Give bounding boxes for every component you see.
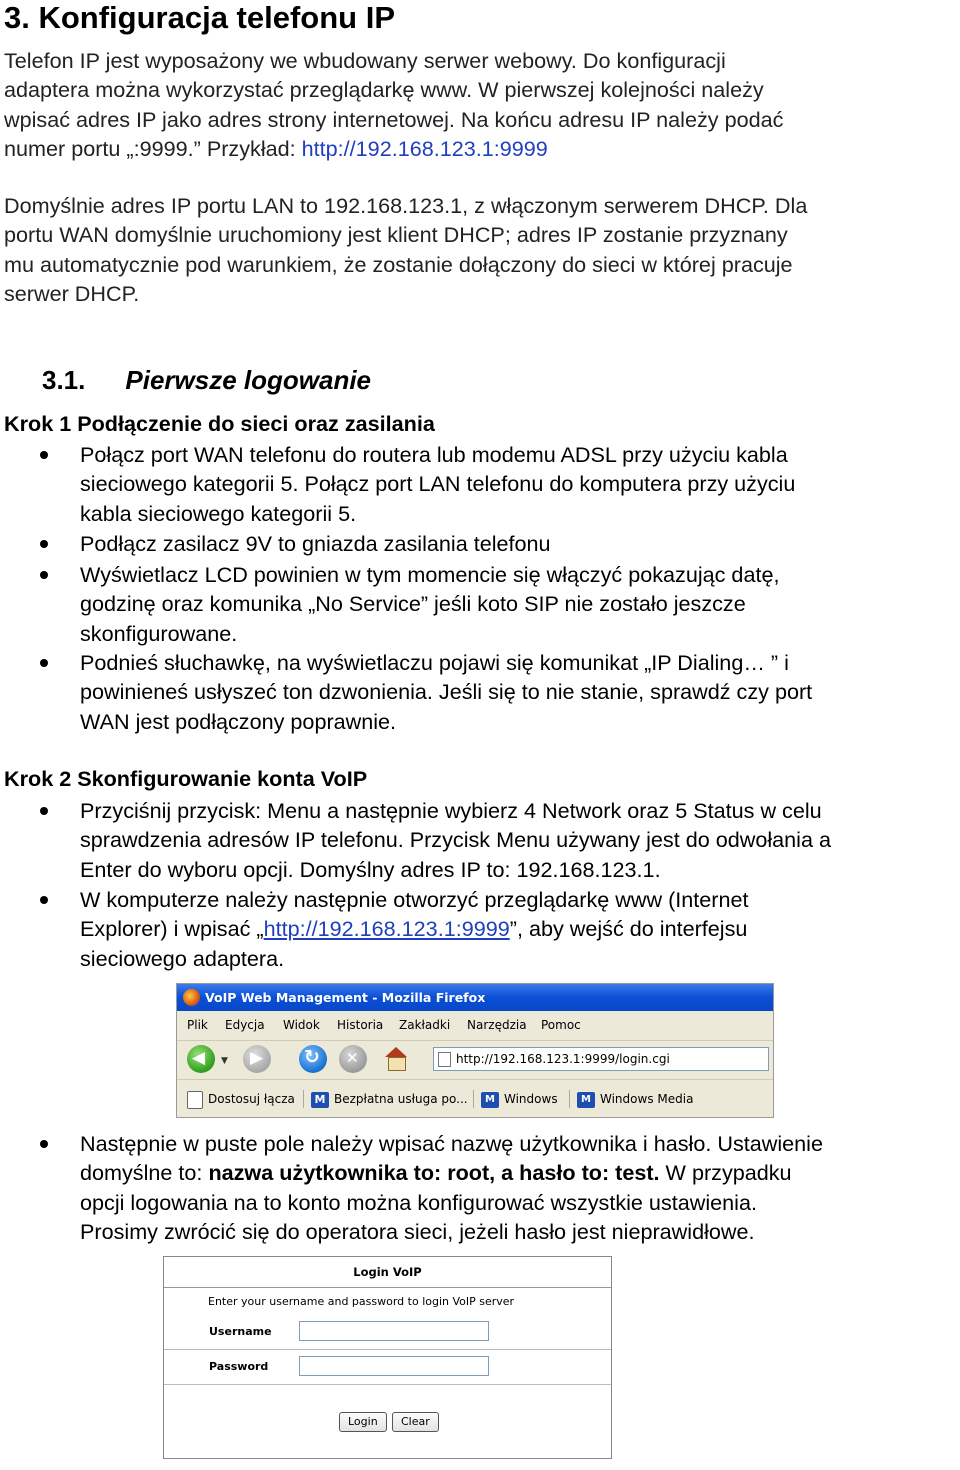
bookmarks-bar xyxy=(177,1079,773,1118)
menu-item-zakladki[interactable]: Zakładki xyxy=(399,1018,451,1032)
list-text: domyślne to: xyxy=(80,1160,209,1186)
list-line: Podłącz zasilacz 9V to gniazda zasilania telefonu xyxy=(80,531,551,556)
url-bar[interactable] xyxy=(433,1047,769,1071)
separator xyxy=(303,1090,304,1108)
browser-titlebar xyxy=(177,984,773,1011)
list-item xyxy=(80,529,551,558)
clear-button[interactable]: Clear xyxy=(392,1412,439,1432)
list-line xyxy=(80,1158,823,1187)
browser-screenshot xyxy=(176,983,774,1118)
list-item xyxy=(80,796,831,884)
bookmark-customize[interactable]: Dostosuj łącza xyxy=(187,1080,295,1118)
menu-item-plik[interactable]: Plik xyxy=(187,1018,208,1032)
login-screenshot xyxy=(163,1256,612,1459)
list-line: kabla sieciowego kategorii 5. xyxy=(80,500,357,526)
browser-navbar xyxy=(177,1040,773,1079)
msn-icon: M xyxy=(311,1092,329,1108)
list-item xyxy=(80,560,779,648)
browser-title: VoIP Web Management - Mozilla Firefox xyxy=(205,990,486,1005)
list-text: Explorer) i wpisać „ xyxy=(80,916,264,942)
bookmark-free-service[interactable]: M Bezpłatna usługa po... xyxy=(311,1080,468,1118)
stop-icon[interactable] xyxy=(339,1045,367,1073)
login-title: Login VoIP xyxy=(164,1257,611,1288)
example-url-link[interactable]: http://192.168.123.1:9999 xyxy=(301,135,548,161)
separator xyxy=(473,1090,474,1108)
para-line: serwer DHCP. xyxy=(4,280,140,306)
intro-line: Telefon IP jest wyposażony we wbudowany serwer webowy. Do konfiguracji xyxy=(4,48,726,73)
page-icon xyxy=(438,1052,451,1067)
password-row xyxy=(164,1350,611,1385)
username-field[interactable] xyxy=(299,1321,489,1341)
step1-heading: Krok 1 Podłączenie do sieci oraz zasilania xyxy=(4,411,435,436)
list-item xyxy=(80,440,795,528)
intro-line: adaptera można wykorzystać przeglądarkę www. W pierwszej kolejności należy xyxy=(4,77,764,103)
list-line: powinieneś usłyszeć ton dzwonienia. Jeśli się to nie stanie, sprawdź czy port xyxy=(80,679,813,705)
password-field[interactable] xyxy=(299,1356,489,1376)
list-text: ”, aby wejść do interfejsu xyxy=(509,916,748,942)
msn-icon: M xyxy=(481,1092,499,1108)
bookmark-windows[interactable]: M Windows xyxy=(481,1080,558,1118)
list-line: W komputerze należy następnie otworzyć przeglądarkę www (Internet xyxy=(80,887,749,912)
login-button[interactable]: Login xyxy=(339,1412,387,1432)
firefox-icon xyxy=(183,989,200,1006)
page-heading: 3. Konfiguracja telefonu IP xyxy=(4,0,395,35)
browser-menubar xyxy=(177,1012,773,1038)
list-line: godzinę oraz komunika „No Service” jeśli koto SIP nie zostało jeszcze xyxy=(80,591,746,617)
list-line: Następnie w puste pole należy wpisać nazwę użytkownika i hasło. Ustawienie xyxy=(80,1131,823,1156)
list-line: Połącz port WAN telefonu do routera lub modemu ADSL przy użyciu kabla xyxy=(80,442,788,467)
list-line: sieciowego kategorii 5. Połącz port LAN telefonu do komputera przy użyciu xyxy=(80,471,796,497)
separator xyxy=(569,1090,570,1108)
list-item xyxy=(80,648,812,736)
list-line: Prosimy zwrócić się do operatora sieci, jeżeli hasło jest nieprawidłowe. xyxy=(80,1218,755,1244)
list-text: W przypadku xyxy=(659,1160,792,1186)
list-line: opcji logowania na to konto można konfigurować wszystkie ustawienia. xyxy=(80,1189,757,1215)
menu-item-historia[interactable]: Historia xyxy=(337,1018,384,1032)
reload-icon[interactable] xyxy=(299,1045,327,1073)
forward-icon[interactable] xyxy=(243,1045,271,1073)
menu-item-widok[interactable]: Widok xyxy=(283,1018,320,1032)
para-line: Domyślnie adres IP portu LAN to 192.168.123.1, z włączonym serwerem DHCP. Dla xyxy=(4,193,808,218)
list-item xyxy=(80,885,749,973)
section-title: Pierwsze logowanie xyxy=(125,365,372,395)
list-line: Enter do wyboru opcji. Domyślny adres IP to: 192.168.123.1. xyxy=(80,856,661,882)
menu-item-narzedzia[interactable]: Narzędzia xyxy=(467,1018,527,1032)
intro-line xyxy=(4,134,783,163)
login-message: Enter your username and password to login VoIP server xyxy=(208,1295,515,1308)
section-heading xyxy=(42,363,371,397)
msn-icon: M xyxy=(577,1092,595,1108)
password-label: Password xyxy=(209,1360,269,1373)
list-line: Podnieś słuchawkę, na wyświetlaczu pojawi się komunikat „IP Dialing… ” i xyxy=(80,650,789,675)
para-line: portu WAN domyślnie uruchomiony jest klient DHCP; adres IP zostanie przyznany xyxy=(4,222,788,248)
list-line: skonfigurowane. xyxy=(80,620,238,646)
bookmark-windows-media[interactable]: M Windows Media xyxy=(577,1080,693,1118)
list-line xyxy=(80,914,749,943)
list-line: Przyciśnij przycisk: Menu a następnie wybierz 4 Network oraz 5 Status w celu xyxy=(80,798,822,823)
para-line: mu automatycznie pod warunkiem, że zostanie dołączony do sieci w której pracuje xyxy=(4,251,793,277)
list-item xyxy=(80,1129,823,1246)
list-line: Wyświetlacz LCD powinien w tym momencie się włączyć pokazując datę, xyxy=(80,562,780,587)
intro-line: wpisać adres IP jako adres strony internetowej. Na końcu adresu IP należy podać xyxy=(4,106,784,132)
list-line: sieciowego adaptera. xyxy=(80,945,285,971)
url-text: http://192.168.123.1:9999/login.cgi xyxy=(456,1052,670,1066)
back-icon[interactable] xyxy=(187,1045,215,1073)
intro-paragraph xyxy=(4,46,783,163)
default-ip-paragraph xyxy=(4,191,807,308)
adapter-url-link[interactable]: http://192.168.123.1:9999 xyxy=(263,916,510,942)
home-icon[interactable] xyxy=(383,1047,409,1071)
section-number: 3.1. xyxy=(42,365,86,395)
list-line: WAN jest podłączony poprawnie. xyxy=(80,708,397,734)
list-line: sprawdzenia adresów IP telefonu. Przycisk Menu używany jest do odwołania a xyxy=(80,827,831,853)
step2-heading: Krok 2 Skonfigurowanie konta VoIP xyxy=(4,766,368,791)
intro-text: numer portu „:9999.” Przykład: xyxy=(4,135,302,161)
credentials-text: nazwa użytkownika to: root, a hasło to: test. xyxy=(208,1160,660,1186)
page-icon xyxy=(187,1091,203,1109)
chevron-down-icon[interactable]: ▼ xyxy=(221,1056,228,1066)
menu-item-edycja[interactable]: Edycja xyxy=(225,1018,265,1032)
username-label: Username xyxy=(209,1325,272,1338)
username-row xyxy=(164,1315,611,1350)
menu-item-pomoc[interactable]: Pomoc xyxy=(541,1018,581,1032)
